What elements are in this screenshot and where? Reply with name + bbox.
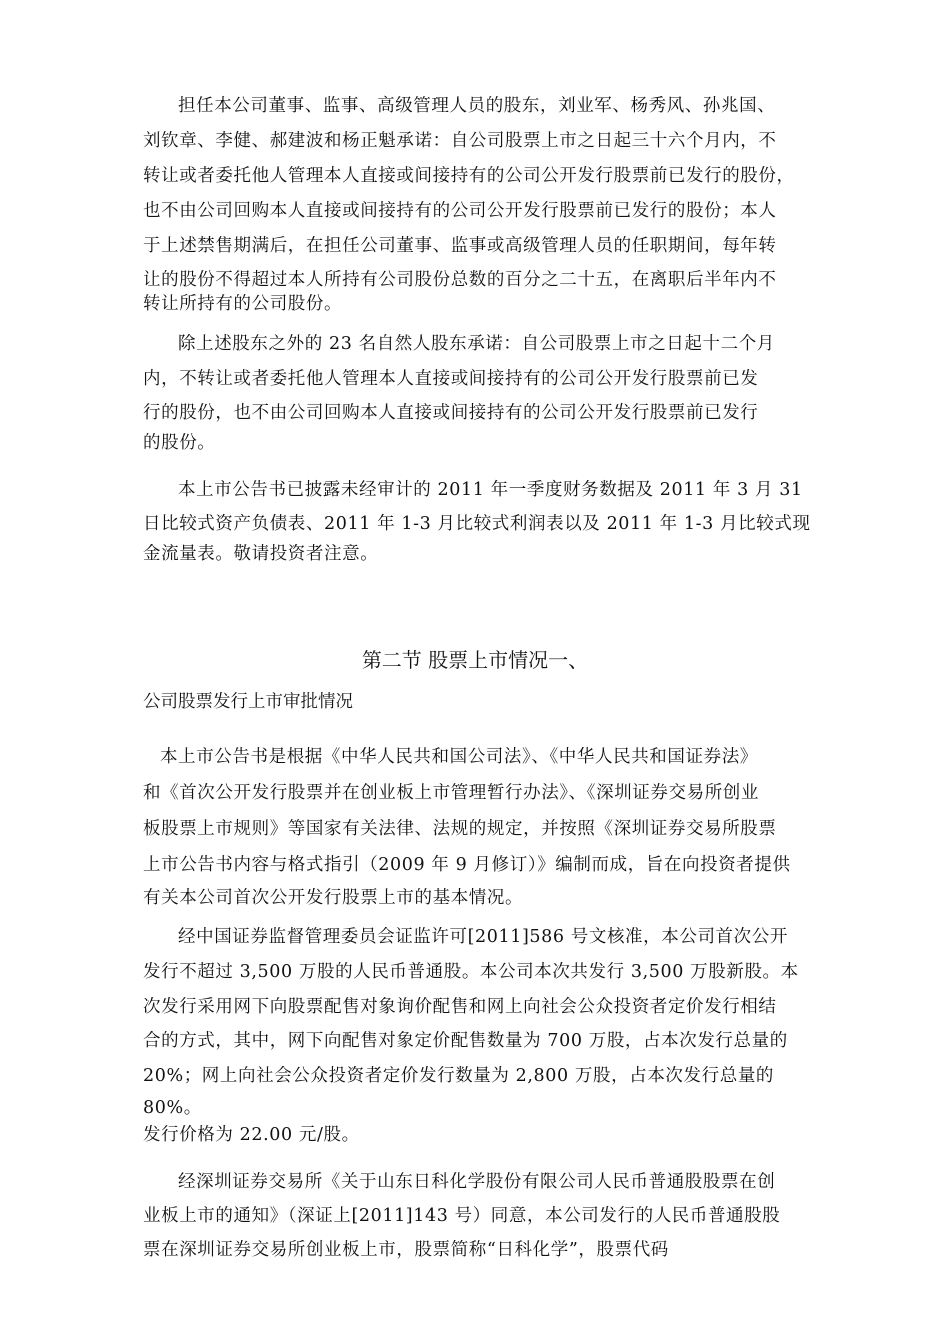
text-line: 合的方式，其中，网下向配售对象定价配售数量为 700 万股，占本次发行总量的: [143, 1031, 788, 1051]
text-line: 行的股份，也不由公司回购本人直接或间接持有的公司公开发行股票前已发行: [143, 403, 759, 423]
subsection-heading: 公司股票发行上市审批情况: [143, 692, 353, 712]
text-line: 担任本公司董事、监事、高级管理人员的股东，刘业军、杨秀风、孙兆国、: [178, 96, 776, 116]
text-line: 板股票上市规则》等国家有关法律、法规的规定，并按照《深圳证券交易所股票: [143, 819, 777, 839]
text-line: 的股份。: [143, 433, 216, 453]
text-line: 发行不超过 3,500 万股的人民币普通股。本公司本次共发行 3,500 万股新股。本: [143, 962, 799, 982]
text-line: 本上市公告书已披露未经审计的 2011 年一季度财务数据及 2011 年 3 月 31: [178, 480, 803, 500]
text-line: 经中国证券监督管理委员会证监许可[2011]586 号文核准，本公司首次公开: [178, 927, 788, 947]
text-line: 内，不转让或者委托他人管理本人直接或间接持有的公司公开发行股票前已发: [143, 369, 759, 389]
text-line: 80%。: [143, 1098, 202, 1118]
text-line: 于上述禁售期满后，在担任公司董事、监事或高级管理人员的任职期间，每年转: [143, 236, 777, 256]
text-line: 业板上市的通知》（深证上[2011]143 号）同意，本公司发行的人民币普通股股: [143, 1206, 781, 1226]
text-line: 转让或者委托他人管理本人直接或间接持有的公司公开发行股票前已发行的股份，: [143, 166, 795, 186]
text-line: 发行价格为 22.00 元/股。: [143, 1125, 360, 1145]
text-line: 日比较式资产负债表、2011 年 1-3 月比较式利润表以及 2011 年 1-3 月比较式现: [143, 514, 811, 534]
text-line: 让的股份不得超过本人所持有公司股份总数的百分之二十五，在离职后半年内不: [143, 270, 777, 290]
text-line: 有关本公司首次公开发行股票上市的基本情况。: [143, 888, 524, 908]
text-line: 票在深圳证券交易所创业板上市，股票简称“日科化学”，股票代码: [143, 1240, 669, 1260]
text-line: 经深圳证券交易所《关于山东日科化学股份有限公司人民币普通股股票在创: [178, 1172, 776, 1192]
text-line: 金流量表。敬请投资者注意。: [143, 544, 379, 564]
section-heading: 第二节 股票上市情况一、: [361, 648, 589, 672]
text-line: 上市公告书内容与格式指引（2009 年 9 月修订）》编制而成，旨在向投资者提供: [143, 855, 791, 875]
text-line: 20%；网上向社会公众投资者定价发行数量为 2,800 万股，占本次发行总量的: [143, 1066, 775, 1086]
text-line: 除上述股东之外的 23 名自然人股东承诺：自公司股票上市之日起十二个月: [178, 334, 775, 354]
text-line: 本上市公告书是根据《中华人民共和国公司法》、《中华人民共和国证券法》: [160, 747, 758, 767]
text-line: 次发行采用网下向股票配售对象询价配售和网上向社会公众投资者定价发行相结: [143, 997, 777, 1017]
text-line: 转让所持有的公司股份。: [143, 294, 343, 314]
text-line: 和《首次公开发行股票并在创业板上市管理暂行办法》、《深圳证券交易所创业: [143, 783, 759, 803]
text-line: 刘钦章、李健、郝建波和杨正魁承诺：自公司股票上市之日起三十六个月内，不: [143, 131, 777, 151]
text-line: 也不由公司回购本人直接或间接持有的公司公开发行股票前已发行的股份；本人: [143, 201, 777, 221]
